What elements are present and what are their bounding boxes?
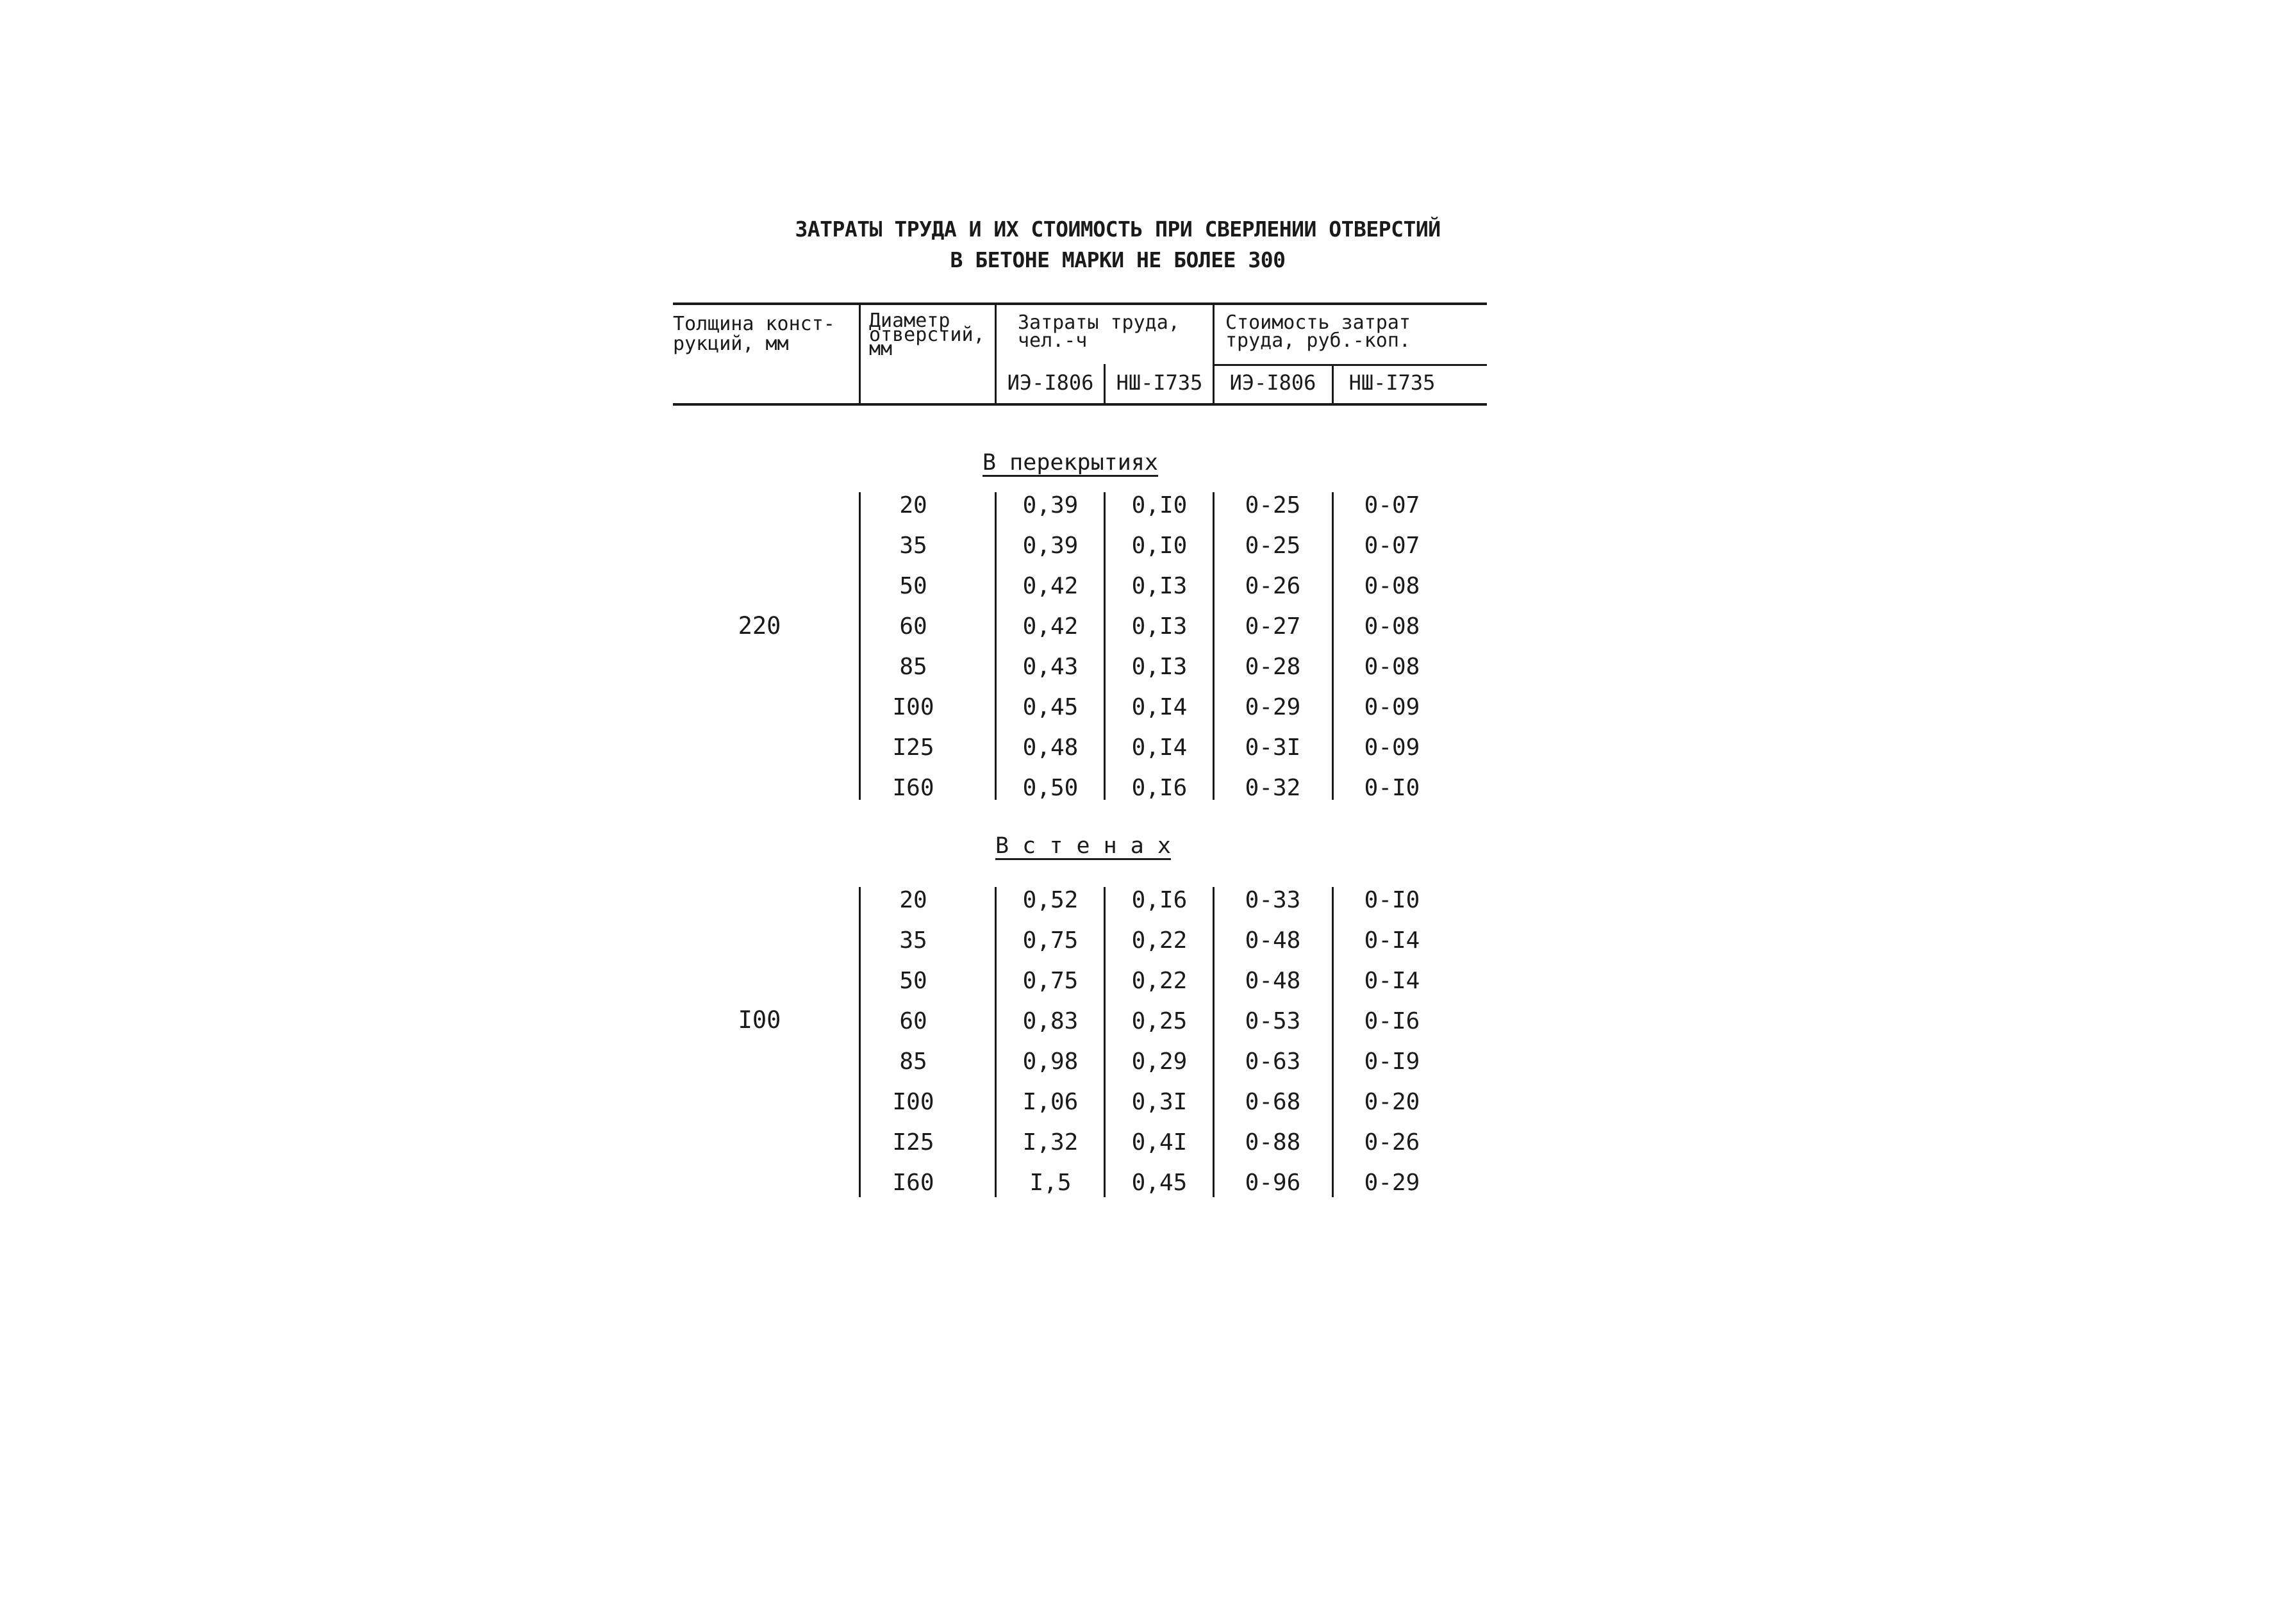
cell-cost-ie: 0-68 xyxy=(1245,1089,1301,1115)
cell-labor-nsh: 0,4I xyxy=(1131,1129,1188,1156)
section-thickness-walls: I00 xyxy=(738,1006,781,1034)
cell-cost-ie: 0-29 xyxy=(1245,694,1301,720)
walls-divider-5 xyxy=(1332,887,1334,1197)
cell-diameter: 35 xyxy=(899,927,927,954)
header-labor: Затраты труда, чел.-ч xyxy=(1018,311,1180,352)
header-divider-3 xyxy=(1213,302,1215,404)
cell-labor-nsh: 0,I6 xyxy=(1131,887,1188,913)
cell-cost-nsh: 0-I6 xyxy=(1364,1008,1420,1034)
cell-diameter: I00 xyxy=(892,1089,934,1115)
cell-cost-nsh: 0-29 xyxy=(1364,1170,1420,1196)
header-divider-4 xyxy=(1104,364,1106,404)
cell-cost-ie: 0-25 xyxy=(1245,533,1301,559)
cell-cost-nsh: 0-I4 xyxy=(1364,968,1420,994)
cell-labor-nsh: 0,25 xyxy=(1131,1008,1188,1034)
cell-diameter: 35 xyxy=(899,533,927,559)
cell-labor-nsh: 0,I6 xyxy=(1131,775,1188,801)
cell-cost-ie: 0-48 xyxy=(1245,968,1301,994)
cell-labor-nsh: 0,I3 xyxy=(1131,573,1188,599)
cell-cost-nsh: 0-I4 xyxy=(1364,927,1420,954)
cell-labor-ie: 0,75 xyxy=(1022,927,1079,954)
cell-labor-ie: 0,83 xyxy=(1022,1008,1079,1034)
cell-labor-ie: I,06 xyxy=(1022,1089,1079,1115)
cell-diameter: 85 xyxy=(899,654,927,680)
cell-cost-nsh: 0-07 xyxy=(1364,533,1420,559)
cell-cost-nsh: 0-08 xyxy=(1364,573,1420,599)
cell-cost-nsh: 0-08 xyxy=(1364,613,1420,640)
cell-diameter: 85 xyxy=(899,1048,927,1075)
cell-diameter: I00 xyxy=(892,694,934,720)
cell-diameter: 50 xyxy=(899,968,927,994)
cell-cost-ie: 0-63 xyxy=(1245,1048,1301,1075)
cell-cost-ie: 0-3I xyxy=(1245,734,1301,761)
cell-labor-nsh: 0,I3 xyxy=(1131,654,1188,680)
cell-diameter: 20 xyxy=(899,492,927,518)
cell-labor-ie: 0,75 xyxy=(1022,968,1079,994)
cell-cost-nsh: 0-08 xyxy=(1364,654,1420,680)
cell-labor-ie: 0,52 xyxy=(1022,887,1079,913)
cell-cost-nsh: 0-07 xyxy=(1364,492,1420,518)
walls-divider-1 xyxy=(859,887,861,1197)
cell-diameter: 20 xyxy=(899,887,927,913)
walls-divider-3 xyxy=(1104,887,1106,1197)
cell-cost-ie: 0-48 xyxy=(1245,927,1301,954)
cell-diameter: I60 xyxy=(892,775,934,801)
walls-divider-4 xyxy=(1213,887,1215,1197)
cell-labor-ie: 0,42 xyxy=(1022,613,1079,640)
header-thickness: Толщина конст- рукций, мм xyxy=(673,313,835,355)
cell-labor-nsh: 0,3I xyxy=(1131,1089,1188,1115)
table-title-line-1: ЗАТРАТЫ ТРУДА И ИХ СТОИМОСТЬ ПРИ СВЕРЛЕНИИ ОТВЕРСТИЙ xyxy=(795,217,1441,242)
cell-labor-ie: 0,39 xyxy=(1022,533,1079,559)
header-top-rule xyxy=(673,302,1487,305)
header-divider-2 xyxy=(995,302,997,404)
cell-labor-ie: 0,43 xyxy=(1022,654,1079,680)
cell-labor-ie: I,5 xyxy=(1029,1170,1072,1196)
cell-labor-ie: 0,42 xyxy=(1022,573,1079,599)
cell-labor-nsh: 0,22 xyxy=(1131,968,1188,994)
cell-labor-nsh: 0,I3 xyxy=(1131,613,1188,640)
cell-cost-nsh: 0-09 xyxy=(1364,734,1420,761)
cell-labor-nsh: 0,I4 xyxy=(1131,734,1188,761)
header-cost-tool-2: НШ-I735 xyxy=(1348,370,1436,395)
header-divider-5 xyxy=(1332,364,1334,404)
section-label-floors: В перекрытиях xyxy=(983,450,1158,476)
cell-labor-ie: 0,48 xyxy=(1022,734,1079,761)
cell-labor-ie: 0,39 xyxy=(1022,492,1079,518)
floors-divider-3 xyxy=(1104,492,1106,800)
cell-labor-ie: 0,98 xyxy=(1022,1048,1079,1075)
cell-diameter: I25 xyxy=(892,1129,934,1156)
header-cost-tool-1: ИЭ-I806 xyxy=(1229,370,1316,395)
cell-cost-ie: 0-53 xyxy=(1245,1008,1301,1034)
cell-labor-nsh: 0,I4 xyxy=(1131,694,1188,720)
header-labor-tool-1: ИЭ-I806 xyxy=(1007,370,1094,395)
cell-cost-nsh: 0-26 xyxy=(1364,1129,1420,1156)
header-bottom-rule xyxy=(673,403,1487,406)
cell-diameter: 50 xyxy=(899,573,927,599)
cell-labor-ie: I,32 xyxy=(1022,1129,1079,1156)
cell-labor-nsh: 0,29 xyxy=(1131,1048,1188,1075)
cell-cost-nsh: 0-I0 xyxy=(1364,775,1420,801)
floors-divider-2 xyxy=(995,492,997,800)
cell-cost-ie: 0-27 xyxy=(1245,613,1301,640)
cell-cost-nsh: 0-09 xyxy=(1364,694,1420,720)
floors-divider-4 xyxy=(1213,492,1215,800)
cell-diameter: I25 xyxy=(892,734,934,761)
cell-cost-ie: 0-28 xyxy=(1245,654,1301,680)
section-label-walls: В с т е н а х xyxy=(995,833,1171,859)
floors-divider-1 xyxy=(859,492,861,800)
cell-labor-nsh: 0,22 xyxy=(1131,927,1188,954)
cell-diameter: I60 xyxy=(892,1170,934,1196)
section-thickness-floors: 220 xyxy=(738,612,781,640)
cell-labor-nsh: 0,I0 xyxy=(1131,492,1188,518)
header-mid-rule xyxy=(1213,364,1487,366)
header-cost: Стоимость затрат труда, руб.-коп. xyxy=(1225,311,1411,352)
cell-cost-ie: 0-96 xyxy=(1245,1170,1301,1196)
cell-cost-ie: 0-32 xyxy=(1245,775,1301,801)
cell-labor-ie: 0,45 xyxy=(1022,694,1079,720)
cell-diameter: 60 xyxy=(899,613,927,640)
cell-cost-nsh: 0-I0 xyxy=(1364,887,1420,913)
cell-diameter: 60 xyxy=(899,1008,927,1034)
header-diameter: Диаметр отверстий, мм xyxy=(869,310,985,360)
cell-labor-nsh: 0,I0 xyxy=(1131,533,1188,559)
cell-cost-ie: 0-88 xyxy=(1245,1129,1301,1156)
cell-cost-nsh: 0-I9 xyxy=(1364,1048,1420,1075)
walls-divider-2 xyxy=(995,887,997,1197)
cell-cost-ie: 0-33 xyxy=(1245,887,1301,913)
cell-cost-ie: 0-25 xyxy=(1245,492,1301,518)
cell-labor-ie: 0,50 xyxy=(1022,775,1079,801)
cell-cost-ie: 0-26 xyxy=(1245,573,1301,599)
table-title-line-2: В БЕТОНЕ МАРКИ НЕ БОЛЕЕ 300 xyxy=(950,247,1286,272)
floors-divider-5 xyxy=(1332,492,1334,800)
cell-labor-nsh: 0,45 xyxy=(1131,1170,1188,1196)
cell-cost-nsh: 0-20 xyxy=(1364,1089,1420,1115)
header-labor-tool-2: НШ-I735 xyxy=(1116,370,1203,395)
header-divider-1 xyxy=(859,302,861,404)
